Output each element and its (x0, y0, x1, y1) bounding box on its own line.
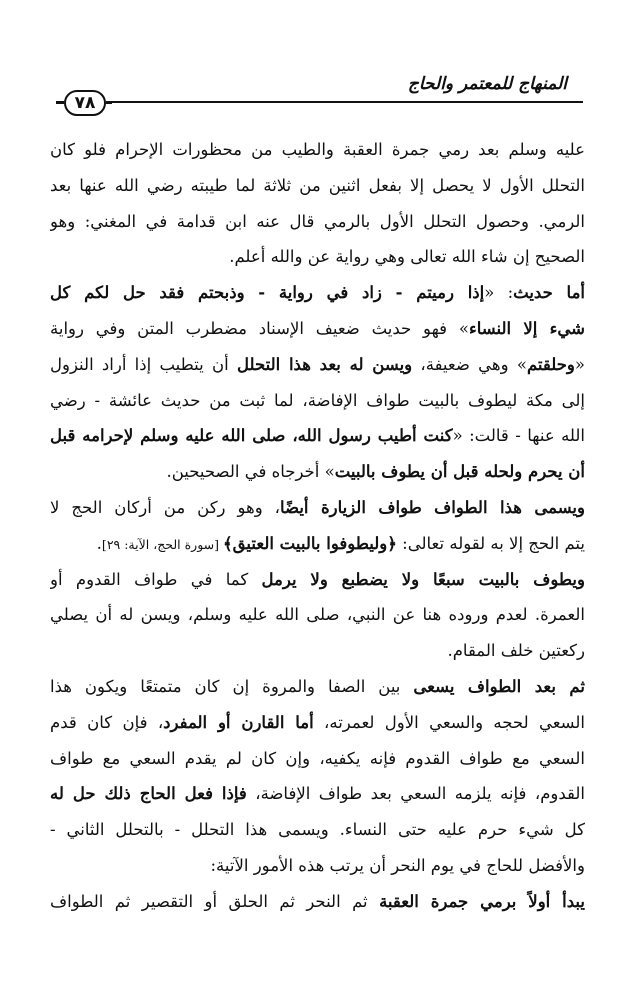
text-run: القدوم، فإنه يلزمه السعي بعد طواف الإفاضة، (246, 784, 585, 804)
page-body (50, 132, 585, 920)
text-run: « (574, 354, 585, 374)
text-line (50, 454, 585, 490)
text-line: ركعتين خلف المقام. (447, 641, 585, 661)
paragraph-3 (50, 490, 585, 562)
text-line: التحلل الأول لا يحصل إلا بفعل اثنين من ثلاثة لما طيبته رضي الله عنها بعد (50, 175, 585, 195)
running-header (0, 62, 639, 122)
text-run: يتم الحج إلا به لقوله تعالى: (396, 533, 585, 553)
text-line (50, 347, 585, 383)
paragraph-4 (50, 562, 585, 669)
text-run: ثم النحر ثم الحلق أو التقصير ثم الطواف (50, 891, 380, 911)
emphasis: ويسن له بعد هذا التحلل (236, 354, 413, 374)
emphasis: أما القارن أو المفرد (163, 712, 314, 732)
hadith-quote: كنت أطيب رسول الله، صلى الله عليه وسلم لإحرامه قبل (50, 426, 453, 446)
text-run: » أخرجاه في الصحيحين. (166, 462, 335, 482)
text-line: كل شيء حرم عليه حتى النساء. ويسمى هذا التحلل - بالتحلل الثاني - (50, 820, 585, 840)
text-line (50, 311, 585, 347)
text-line (50, 490, 585, 526)
text-run: الله عنها - قالت: « (452, 426, 585, 446)
hadith-quote: أن يحرم ولحله قبل أن يطوف بالبيت (334, 462, 585, 482)
section-lead: ويسمى هذا الطواف طواف الزيارة أيضًا (279, 497, 585, 517)
paragraph-5 (50, 669, 585, 884)
book-title: المنهاج للمعتمر والحاج (407, 74, 567, 94)
text-line: العمرة. لعدم وروده هنا عن النبي، صلى الله عليه وسلم، ويسن له أن يصلي (50, 605, 585, 625)
section-lead: ويطوف بالبيت سبعًا ولا يضطبع ولا يرمل (261, 569, 585, 589)
hadith-quote: وحلقتم (526, 354, 575, 374)
text-line (50, 275, 585, 311)
page-number-right-bar (106, 101, 112, 104)
text-line (50, 526, 585, 562)
hadith-quote: إذا رميتم - زاد في رواية - وذبحتم فقد حل لكم كل (50, 283, 485, 303)
text-line: عليه وسلم بعد رمي جمرة العقبة والطيب من محظورات الإحرام فلو كان (50, 140, 585, 159)
text-run: السعي لحجه والسعي الأول لعمرته، (313, 712, 585, 732)
emphasis: فإذا فعل الحاج ذلك حل له (50, 784, 247, 804)
text-run: كما في طواف القدوم أو (50, 569, 262, 589)
text-run: ، وهو ركن من أركان الحج لا (50, 497, 280, 517)
text-line (50, 669, 585, 705)
paragraph-2 (50, 275, 585, 490)
hadith-quote: شيء إلا النساء (468, 318, 585, 338)
text-line: الرمي. وحصول التحلل الأول بالرمي قال عنه ابن قدامة في المغني: وهو (50, 211, 585, 231)
text-run: أن يتطيب إذا أراد النزول (50, 354, 237, 374)
quran-verse: ﴿وليطوفوا بالبيت العتيق﴾ (222, 533, 397, 553)
text-line: الصحيح إن شاء الله تعالى وهي رواية عن والله أعلم. (229, 247, 585, 267)
verse-reference: [سورة الحج، الآية: ٢٩] (101, 536, 223, 552)
text-line (50, 562, 585, 598)
page-number-badge (56, 90, 110, 116)
header-rule (110, 101, 583, 103)
text-run: بين الصفا والمروة إن كان متمتعًا ويكون هذا (50, 676, 414, 696)
text-run: . (96, 533, 102, 553)
text-line (50, 884, 585, 920)
page-number: ٧٨ (64, 90, 106, 116)
paragraph-6 (50, 884, 585, 920)
section-lead: أما حديث (513, 283, 585, 303)
text-line: والأفضل للحاج في يوم النحر أن يرتب هذه الأمور الآتية: (210, 855, 585, 875)
text-line: السعي مع طواف القدوم فإنه يكفيه، وإن كان لم يقدم السعي مع طواف (50, 748, 585, 768)
text-run: : « (484, 283, 514, 303)
paragraph-1 (50, 132, 585, 275)
text-line (50, 418, 585, 454)
text-run: ، فإن كان قدم (50, 712, 164, 732)
text-line: إلى مكة ليطوف بالبيت طواف الإفاضة، لما ثبت من حديث عائشة - رضي (50, 390, 585, 410)
page-number-left-bar (56, 101, 64, 104)
section-lead: يبدأ أولاً برمي جمرة العقبة (379, 891, 585, 911)
text-run: » وهي ضعيفة، (412, 354, 527, 374)
text-line (50, 776, 585, 812)
text-run: » فهو حديث ضعيف الإسناد مضطرب المتن وفي رواية (50, 318, 469, 338)
section-lead: ثم بعد الطواف يسعى (413, 676, 585, 696)
text-line (50, 705, 585, 741)
